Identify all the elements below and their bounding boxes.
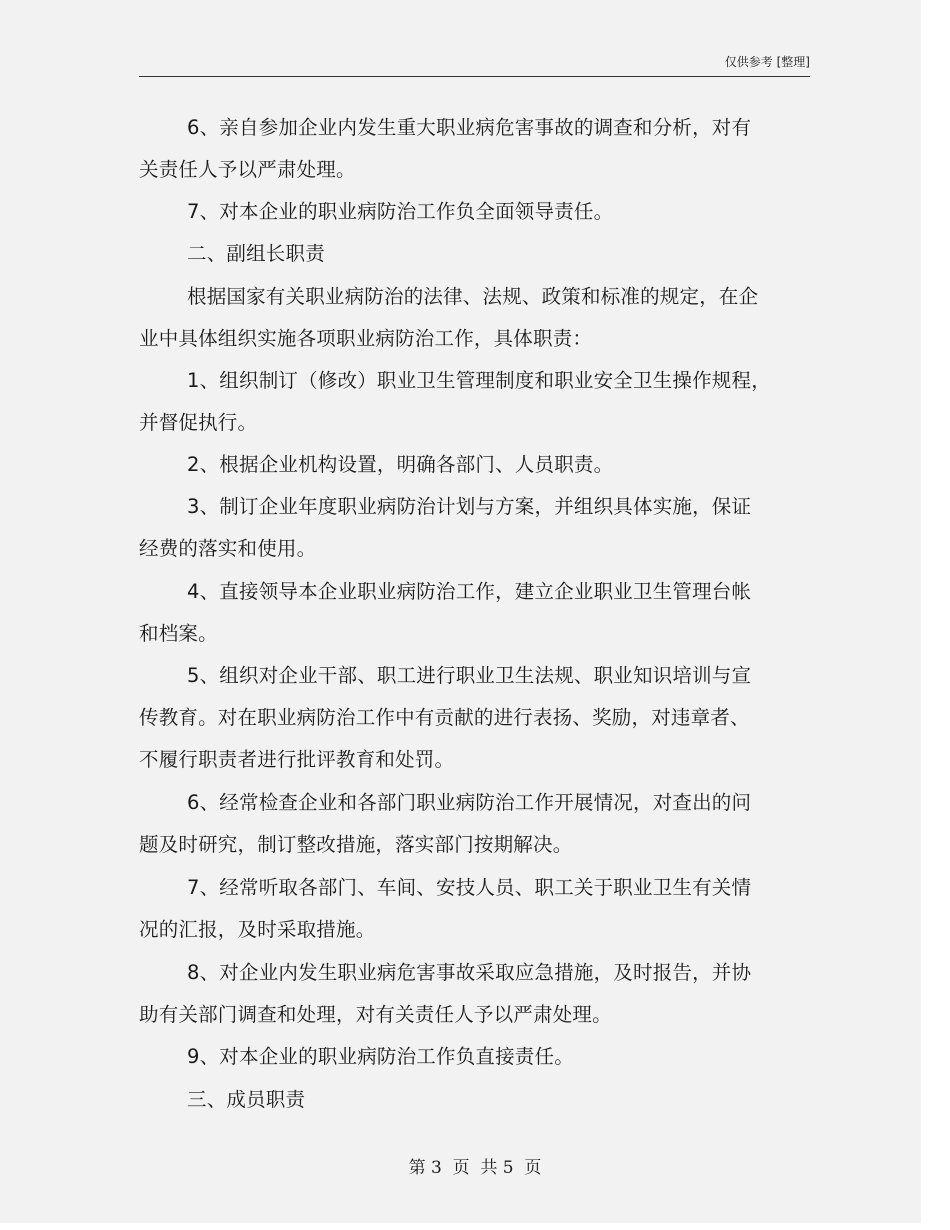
paragraph [139, 571, 789, 655]
text-line: 三、成员职责 [187, 1088, 306, 1111]
text-line: 并督促执行。 [139, 411, 258, 434]
text-line: 二、副组长职责 [187, 242, 325, 265]
text-line: 关责任人予以严肃处理。 [139, 158, 356, 181]
paragraph [139, 1036, 789, 1078]
text-line: 1、组织制订（修改）职业卫生管理制度和职业安全卫生操作规程， [187, 369, 771, 392]
text-line: 和档案。 [139, 622, 218, 645]
text-line: 况的汇报，及时采取措施。 [139, 918, 376, 941]
text-line: 2、根据企业机构设置，明确各部门、人员职责。 [187, 453, 614, 476]
text-line: 题及时研究，制订整改措施，落实部门按期解决。 [139, 833, 573, 856]
paragraph [139, 867, 789, 951]
page-frame-bottom [0, 1223, 950, 1230]
text-line: 9、对本企业的职业病防治工作负直接责任。 [187, 1045, 574, 1068]
text-line: 7、对本企业的职业病防治工作负全面领导责任。 [187, 200, 614, 223]
text-line: 业中具体组织实施各项职业病防治工作，具体职责： [139, 327, 593, 350]
text-line: 6、亲自参加企业内发生重大职业病危害事故的调查和分析，对有 [187, 116, 752, 139]
text-line: 传教育。对在职业病防治工作中有贡献的进行表扬、奖励，对违章者、 [139, 706, 750, 729]
paragraph [139, 276, 789, 360]
section-heading [139, 1079, 789, 1121]
header-label: 仅供参考 [724, 55, 773, 69]
header-rule [139, 76, 810, 77]
paragraph [139, 444, 789, 486]
page-header [600, 53, 810, 70]
text-line: 经费的落实和使用。 [139, 537, 317, 560]
text-line: 8、对企业内发生职业病危害事故采取应急措施，及时报告，并协 [187, 961, 752, 984]
paragraph [139, 360, 789, 444]
text-line: 不履行职责者进行批评教育和处罚。 [139, 748, 455, 771]
text-line: 5、组织对企业干部、职工进行职业卫生法规、职业知识培训与宣 [187, 664, 752, 687]
paragraph [139, 655, 789, 781]
text-line: 7、经常听取各部门、车间、安技人员、职工关于职业卫生有关情 [187, 876, 752, 899]
paragraph [139, 486, 789, 570]
page-footer: 第 3 页 共 5 页 [408, 1158, 542, 1178]
text-line: 6、经常检查企业和各部门职业病防治工作开展情况，对查出的问 [187, 791, 752, 814]
paragraph [139, 107, 789, 191]
text-line: 4、直接领导本企业职业病防治工作，建立企业职业卫生管理台帐 [187, 580, 752, 603]
section-heading [139, 233, 789, 275]
page-frame-right [921, 0, 950, 1230]
paragraph [139, 782, 789, 866]
text-line: 3、制订企业年度职业病防治计划与方案，并组织具体实施，保证 [187, 495, 752, 518]
paragraph [139, 952, 789, 1036]
paragraph [139, 191, 789, 233]
header-tag: [整理] [776, 55, 810, 69]
text-line: 助有关部门调查和处理，对有关责任人予以严肃处理。 [139, 1003, 612, 1026]
text-line: 根据国家有关职业病防治的法律、法规、政策和标准的规定，在企 [187, 285, 759, 308]
